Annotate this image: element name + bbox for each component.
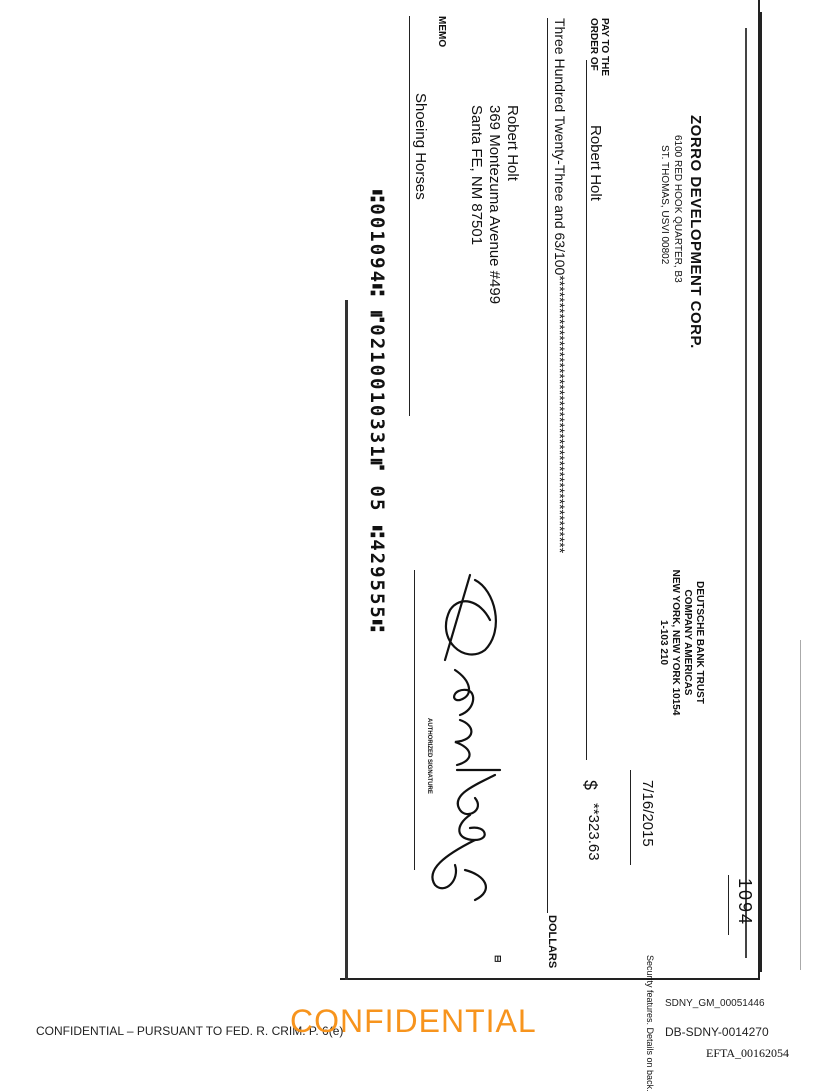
date-underline <box>630 770 631 865</box>
company-address-1: 6100 RED HOOK QUARTER, B3 <box>672 135 683 283</box>
pay-to-label-1: PAY TO THE <box>599 18 610 76</box>
check-number: 1094 <box>735 878 755 927</box>
bates-number-1: SDNY_GM_00051446 <box>665 998 765 1009</box>
payee-name: Robert Holt <box>587 125 604 201</box>
memo-text: Shoeing Horses <box>412 93 429 200</box>
amount-in-words: Three Hundred Twenty-Three and 63/100*************************************************** <box>552 18 568 554</box>
check-number-underline <box>728 875 729 935</box>
faint-scan-line <box>800 640 801 970</box>
currency-symbol: $ <box>580 780 600 791</box>
security-features-text: Security features. Details on back. <box>645 955 655 1092</box>
company-address-2: ST. THOMAS, USVI 00802 <box>659 145 670 265</box>
bank-info <box>657 555 705 730</box>
bank-line-2: COMPANY AMERICAS <box>682 589 693 696</box>
amount-box: **323.63 <box>585 803 602 861</box>
signature-label: AUTHORIZED SIGNATURE <box>426 718 432 794</box>
pay-to-label-2: ORDER OF <box>588 18 599 71</box>
check-edge-right <box>760 12 762 972</box>
check-edge-inner <box>745 28 747 958</box>
amount-words-line <box>547 18 548 913</box>
payee-address-line-1: 369 Montezuma Avenue #499 <box>486 105 503 305</box>
pay-to-label <box>588 18 610 76</box>
memo-label: MEMO <box>436 16 447 48</box>
check-date: 7/16/2015 <box>639 780 656 847</box>
dollars-label: DOLLARS <box>546 915 558 969</box>
payee-address-line-2: Santa FE, NM 87501 <box>468 105 485 246</box>
check-edge-left <box>345 300 348 980</box>
bank-line-1: DEUTSCHE BANK TRUST <box>694 581 705 704</box>
company-name: ZORRO DEVELOPMENT CORP. <box>687 115 704 349</box>
bank-line-4: 1-103 210 <box>658 619 669 666</box>
confidential-stamp: CONFIDENTIAL <box>290 1003 537 1039</box>
footer-confidential-notice: CONFIDENTIAL – PURSUANT TO FED. R. CRIM. P. 6(e) <box>36 1024 344 1038</box>
signature-line <box>414 570 415 870</box>
bank-line-3: NEW YORK, NEW YORK 10154 <box>670 569 681 716</box>
efta-number: EFTA_00162054 <box>706 1046 790 1060</box>
memo-line <box>409 16 410 416</box>
payee-address-name: Robert Holt <box>504 105 521 181</box>
payee-line <box>586 60 587 760</box>
bates-number-2: DB-SDNY-0014270 <box>665 1025 769 1039</box>
lock-icon: ⊟ <box>493 955 503 963</box>
micr-line: ⑆001094⑆ ⑈0210010331⑈ 05 ⑆429555⑆ <box>366 190 388 634</box>
